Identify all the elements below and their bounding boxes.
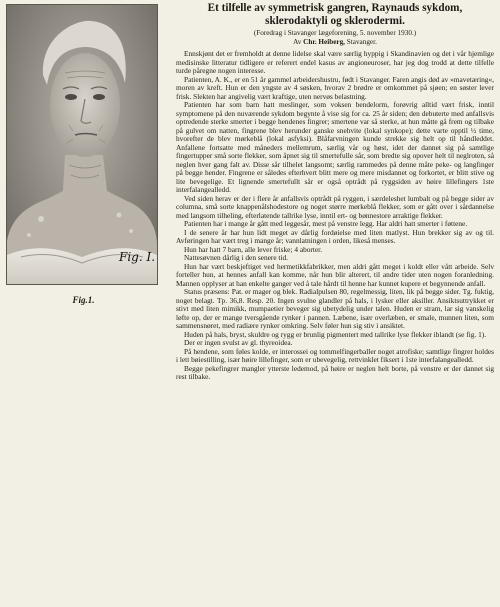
article-byline: [176, 38, 494, 47]
paragraph-history: Patienten har som barn hatt meslinger, som voksen bendelorm, forøvrig alltid vært frisk, inntil symptomene på den nuværende sykdom begynte å vise sig for ca. 25 år siden; den debuterte med anfallsvis optredende sterke smerter i begge hendenes fingrer; smertene var så sterke, at hun måtte gå frem og tilbake på gulvet om natten, fingrene blev herunder ganske snehvite (lokal synkope); dette varte opptil ½ time, hvorefter de blev mørkeblå (lokal asfyksi). Blåfarvningen kunde strekke sig helt op til håndleddet. Anfallene fortsatte med måneders mellemrum, særlig vår og høst, idet der dannet sig på samtlige fingertupper små sorte flekker, som åpnet sig til smertefulle sår, som bredte sig opover helt til neglroten, så neglen hver gang falt av. Disse sår tilhelet langsomt; særlig rammedes på denne måte peke- og langfinger på begge hender. Fingrene er således efterhvert blitt mere og mere misdannet og forkortet, er blitt stive og lite bevegelige. Et lignende smertefullt sår er også optrådt på ryggsiden av høire lillefingers 1ste interfalangealledd.: [176, 100, 494, 195]
author-name: Chr. Heiberg,: [303, 38, 345, 47]
figure-handwritten-label: Fig. I.: [119, 250, 156, 264]
paragraph-leg-ulcers: Patienten har i mange år gått med leggesår, mest på venstre legg. Har aldri hatt smerter i føttene.: [184, 219, 468, 229]
article-title: Et tilfelle av symmetrisk gangren, Raynauds sykdom, sklerodaktyli og sklerodermi.: [207, 2, 463, 27]
byline-prefix: Av: [293, 38, 302, 47]
article-subtitle: (Foredrag i Stavanger lægeforening, 5. november 1930.): [253, 29, 417, 38]
paragraph-thyroid: Der er ingen svulst av gl. thyreoidea.: [184, 338, 293, 348]
paragraph-occupation: Hun har vært beskjeftiget ved hermetikkfabrikker, men aldri gått meget i koldt eller vått arbeide. Selv forteller hun, at hennes anfall kan komme, når hun blir alterert, til andre tider uten nogen foranledning. Mannen opplyser at han enkelte ganger ved å tale hårdt til henne har kunnet kupere et begynnende anfall.: [176, 261, 494, 288]
paragraph-hands: På hendene, som føles kolde, er interossei og tommelfingerballer noget atrofiske; samtlige fingrer holdes i lett bøiestilling, især høire lillefinger, som er ubevegelig, rettvinklet fiksert i 1ste interfalangealledd.: [176, 346, 494, 365]
article-column: [176, 2, 494, 382]
paragraph-status: Status præsens: Pat. er mager og blek. Radialpulsen 80, regelmessig, liten, lik på begge sider. Tg. fuktig, noget belagt. Tp. 36,8. Resp. 20. Ingen svulne glandler på hals, i lysker eller aksiller. Ansiktsuttrykket er stivt med liten mimikk, mumpaetier beveger sig ubetydelig under talen. Huden er stram, lar sig vanskelig løfte op, der er mange tversgående rynker i pannen. Læbene, især overlæben, er smale, munnen liten, som sammensnøret, med radiære rynker omkring. Selv føler hun sig stiv i ansiktet.: [176, 287, 494, 331]
paragraph-skin: Huden på hals, bryst, skuldre og rygg er brunlig pigmentert med tallrike lyse flekker iblandt (se fig. 1).: [184, 329, 487, 339]
figure-caption: Fig.1.: [72, 295, 95, 305]
paragraph-sleep: Nattesøvnen dårlig i den senere tid.: [184, 253, 289, 263]
portrait-image: [7, 5, 157, 284]
patient-photograph: [6, 4, 158, 285]
byline-place: Stavanger.: [346, 38, 377, 47]
article-body: [176, 50, 494, 382]
paragraph-intro: Ennskjønt det er fremholdt at denne lidelse skal være særlig hyppig i Skandinavien og det i vår hjemlige medisinske litteratur tidligere er referert endel kasus av angioneuroser, har jeg dog trodd at dette tilfelle turde påregne nogen interesse.: [176, 49, 494, 76]
paragraph-fingers: Begge pekefingrer mangler ytterste ledemod, på høire er neglen helt borte, på venstre er der dannet sig rest tilbake.: [176, 363, 494, 382]
paragraph-children: Hun har hatt 7 barn, alle lever friske; 4 aborter.: [184, 244, 323, 254]
figure-column: [6, 4, 161, 305]
paragraph-patient: Patienten, A. K., er en 51 år gammel arbeidershustru, født i Stavanger. Faren angis død av »mavetæring«, moren av kreft. Hun er den yngste av 4 søsken, hvorav 2 brødre er omkommet på sjøen; en søster lever frisk. Slekten har angivelig vært kraftige, uten nervøs belastning.: [176, 74, 494, 101]
paragraph-back-lesions: Ved siden herav er der i flere år anfallsvis optrådt på ryggen, i særdeleshet lumbalt og på begge sider av columna, små sorte knappenålshodestore og noget større mørkeblå flekker, som er gått over i sårdannelse med langsom tilheling, efterlatende tallrike lyse, inntil ert- og bønnestore arraktige flekker.: [176, 193, 494, 220]
paragraph-digestion: I de senere år har hun lidt meget av dårlig fordøielse med liten matlyst. Hun brekker sig av og til. Avføringen har vært treg i mange år; vannlatningen i orden, likeså menses.: [176, 227, 494, 246]
